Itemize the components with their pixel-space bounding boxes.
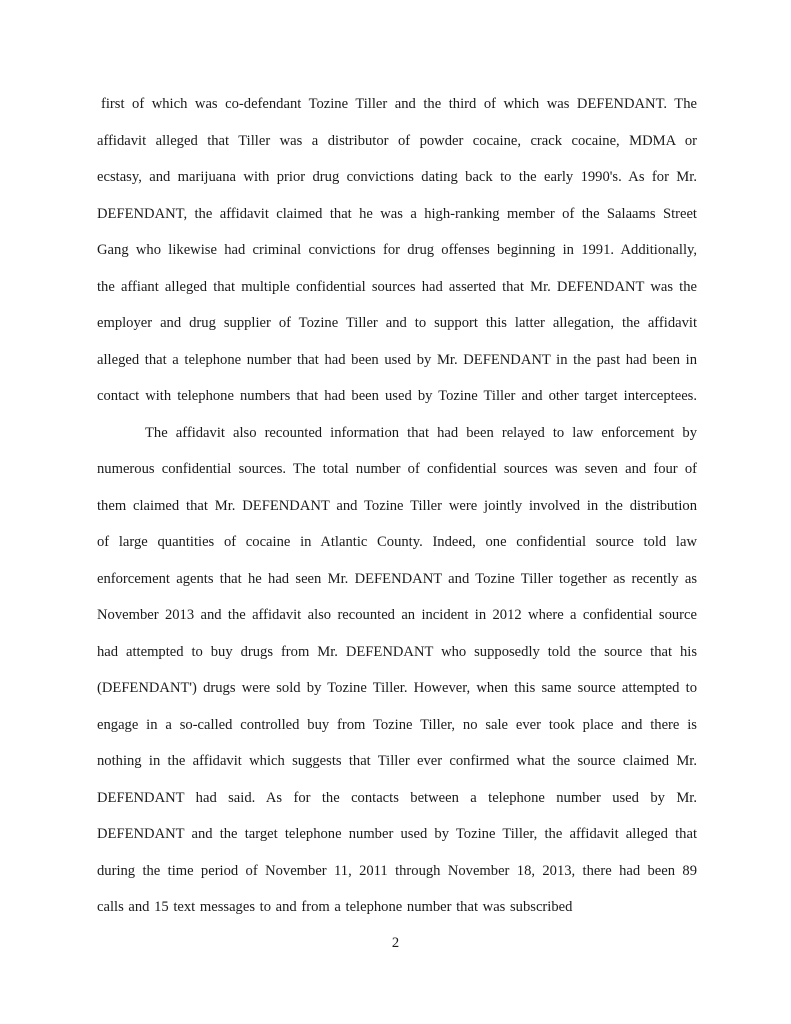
text-line: the affiant alleged that multiple confidential sources had asserted that Mr. DEFENDANT was the — [97, 278, 697, 295]
text-line: had attempted to buy drugs from Mr. DEFENDANT who supposedly told the source that his — [97, 643, 697, 660]
text-line: November 2013 and the affidavit also recounted an incident in 2012 where a confidential source — [97, 607, 697, 623]
text-line: Gang who likewise had criminal convictions for drug offenses beginning in 1991. Additionally, — [97, 242, 697, 258]
text-line: enforcement agents that he had seen Mr. DEFENDANT and Tozine Tiller together as recently as — [97, 570, 697, 587]
paragraph-first-line: The affidavit also recounted information that had been relayed to law enforcement by — [145, 424, 697, 441]
text-line: DEFENDANT had said. As for the contacts between a telephone number used by Mr. — [97, 789, 697, 806]
text-line: ecstasy, and marijuana with prior drug convictions dating back to the early 1990's. As for Mr. — [97, 169, 697, 185]
text-line: employer and drug supplier of Tozine Tiller and to support this latter allegation, the affidavit — [97, 315, 697, 331]
text-line: DEFENDANT, the affidavit claimed that he was a high-ranking member of the Salaams Street — [97, 205, 697, 222]
text-line: affidavit alleged that Tiller was a distributor of powder cocaine, crack cocaine, MDMA or — [97, 132, 697, 149]
text-line: alleged that a telephone number that had been used by Mr. DEFENDANT in the past had been in — [97, 351, 697, 368]
text-line: contact with telephone numbers that had been used by Tozine Tiller and other target interceptees. — [97, 388, 697, 404]
text-line: nothing in the affidavit which suggests that Tiller ever confirmed what the source claimed Mr. — [97, 753, 697, 769]
text-line: DEFENDANT and the target telephone number used by Tozine Tiller, the affidavit alleged that — [97, 826, 697, 842]
text-line: numerous confidential sources. The total number of confidential sources was seven and four of — [97, 461, 697, 477]
text-line-last: calls and 15 text messages to and from a telephone number that was subscribed — [97, 899, 573, 915]
text-line: of large quantities of cocaine in Atlantic County. Indeed, one confidential source told law — [97, 534, 697, 550]
text-line: first of which was co-defendant Tozine Tiller and the third of which was DEFENDANT. The — [101, 96, 697, 112]
text-line: them claimed that Mr. DEFENDANT and Tozine Tiller were jointly involved in the distribution — [97, 497, 697, 514]
text-line: engage in a so-called controlled buy from Tozine Tiller, no sale ever took place and there is — [97, 716, 697, 733]
text-line: (DEFENDANT') drugs were sold by Tozine Tiller. However, when this same source attempted to — [97, 680, 697, 696]
text-line: during the time period of November 11, 2011 through November 18, 2013, there had been 89 — [97, 862, 697, 879]
document-body — [97, 88, 697, 928]
page-number: 2 — [391, 935, 400, 951]
